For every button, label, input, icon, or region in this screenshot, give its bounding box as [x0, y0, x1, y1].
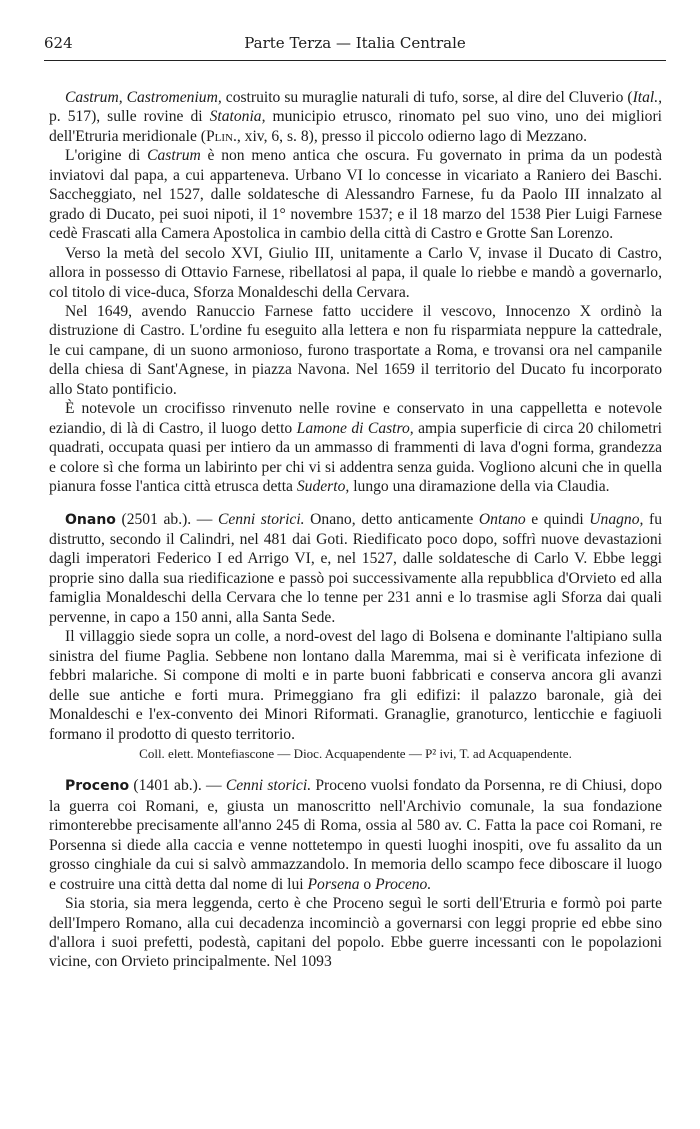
onano-entry: Onano (2501 ab.). — Cenni storici. Onano, detto anticamente Ontano e quindi Unagno, fu distrutto, secondo il Calindri, nel 481 dai Goti. Riedificato poco dopo, soffrì nuove devastazioni dagli imperatori Federico I ed Arrigo VI, e, nel 1527, dalle soldatesche di Carlo V. Ebbe leggi proprie sino dalla sua riedificazione e passò poi successivamente alla repubblica d'Orvieto ed alla famiglia Monaldeschi della Cervara che lo tenne per 231 anni e lo trasmise agli Sforza dai quali pervenne, in capo a 150 anni, alla Santa Sede. [49, 510, 663, 626]
place-name-onano: Onano [65, 511, 116, 528]
header-rule [44, 60, 666, 61]
onano-admin-note: Coll. elett. Montefiascone — Dioc. Acquapendente — P² ivi, T. ad Acquapendente. [139, 745, 572, 761]
body-text [49, 88, 662, 972]
onano-paragraph-2: Il villaggio siede sopra un colle, a nord-ovest del lago di Bolsena e dominante l'altipiano sulla sinistra del fiume Paglia. Sebbene non lontano dalla Maremma, mai si è verificata infezione di febbri malariche. Si compone di molti e in parte buoni fabbricati e conserva ancora gli avanzi delle sue antiche e forti mura. Primeggiano fra gli edifizi: il palazzo baronale, già dei Monaldeschi e l'ex-convento dei Minori Riformati. Granaglie, granoturco, lenticchie e fagiuoli formano il prodotto di questo territorio. [49, 628, 662, 743]
page-header [44, 32, 666, 54]
proceno-entry: Proceno (1401 ab.). — Cenni storici. Proceno vuolsi fondato da Porsenna, re di Chiusi, dopo la guerra coi Romani, e, giusta un manoscritto nell'Archivio comunale, la sua fondazione rimonterebbe precisamente all'anno 245 di Roma, ossia al 580 av. C. Fatta la pace coi Romani, re Porsenna si diede alla caccia e venne nottetempo in questi luoghi inospiti, ove fu assalito da un grosso cinghiale da cui si salvò ammazzandolo. In memoria dello scampo fece diboscare il luogo e costruire una città detta dal nome di lui Porsena o Proceno. [49, 777, 662, 893]
castro-paragraph-4: Nel 1649, avendo Ranuccio Farnese fatto uccidere il vescovo, Innocenzo X ordinò la distruzione di Castro. L'ordine fu eseguito alla lettera e non fu risparmiata neppure la cattedrale, le cui campane, di un suono armonioso, furono trasportate a Roma, e trovansi ora nel campanile della chiesa di Sant'Agnese, in piazza Navona. Nel 1659 il territorio del Ducato fu incorporato allo Stato pontificio. [49, 302, 662, 398]
place-name-proceno: Proceno [65, 778, 130, 795]
castro-paragraph-3: Verso la metà del secolo XVI, Giulio III, unitamente a Carlo V, invase il Ducato di Castro, allora in possesso di Ottavio Farnese, ribellatosi al papa, il quale lo riebbe e mandò a governarlo, col titolo di vice-duca, Sforza Monaldeschi della Cervara. [49, 244, 662, 301]
running-head: Parte Terza — Italia Centrale [244, 34, 466, 52]
castro-paragraph-5: È notevole un crocifisso rinvenuto nelle rovine e conservato in una cappelletta e notevole eziandio, di là di Castro, il luogo detto Lamone di Castro, ampia superficie di circa 20 chilometri quadrati, occupata quasi per intiero da un ammasso di frammenti di lava d'ogni forma, grandezza e colore sì che forma un labirinto per chi vi si addentra senza guida. Vogliono alcuni che in quella pianura fosse l'antica città etrusca detta Suderto, lungo una diramazione della via Claudia. [49, 400, 662, 496]
castro-paragraph-2: L'origine di Castrum è non meno antica che oscura. Fu governato in prima da un podestà inviatovi dal papa, a cui apparteneva. Urbano VI lo concesse in vicariato a Raniero dei Baschi. Saccheggiato, nel 1527, dalle soldatesche di Alessandro Farnese, fu da Paolo III innalzato al grado di Ducato, pei suoi nipoti, il 1° novembre 1537; e il 18 marzo del 1538 Pier Luigi Farnese cedè Frascati alla Camera Apostolica in cambio della città di Castro e Grotte San Lorenzo. [49, 147, 662, 243]
page-number: 624 [44, 34, 73, 52]
castro-paragraph-1: Castrum, Castromenium, costruito su muraglie naturali di tufo, sorse, al dire del Cluverio (Ital., p. 517), sulle rovine di Statonia, municipio etrusco, rinomato pel suo vino, uno dei migliori dell'Etruria meridionale (Plin., xiv, 6, s. 8), presso il piccolo odierno lago di Mezzano. [49, 89, 663, 145]
proceno-paragraph-2: Sia storia, sia mera leggenda, certo è che Proceno seguì le sorti dell'Etruria e formò poi parte dell'Impero Romano, alla cui decadenza incominciò a governarsi con leggi proprie ed ebbe sino d'allora i suoi prefetti, podestà, capitani del popolo. Ebbe guerre incessanti con le popolazioni vicine, con Orvieto principalmente. Nel 1093 [49, 895, 662, 971]
